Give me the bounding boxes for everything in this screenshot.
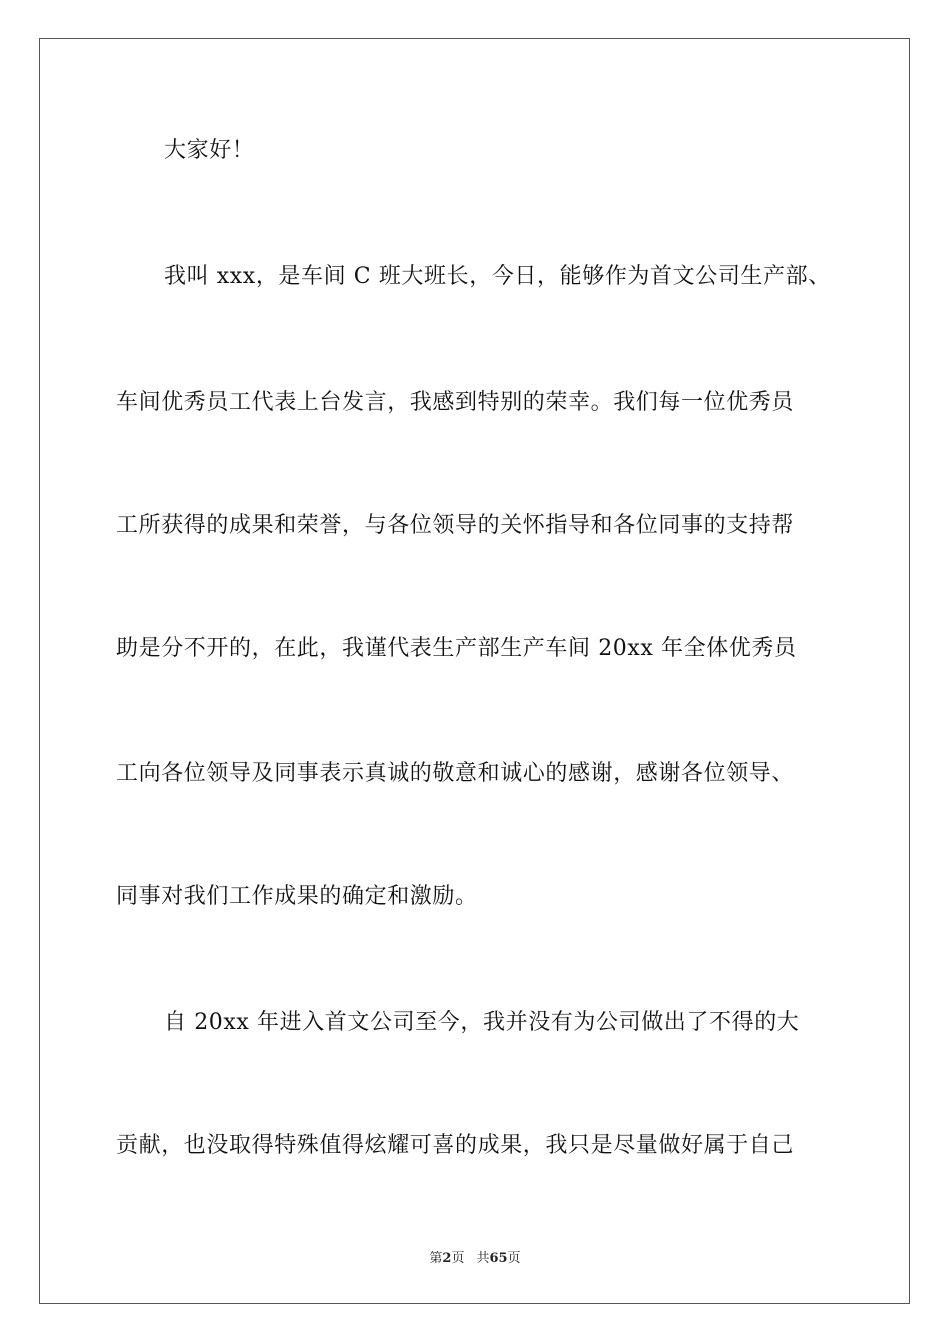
page-footer [0,1247,950,1266]
text-line: 工所获得的成果和荣誉，与各位领导的关怀指导和各位同事的支持帮 [116,513,795,538]
total-pages: 65 [489,1251,508,1266]
text-line: 车间优秀员工代表上台发言，我感到特别的荣幸。我们每一位优秀员 [116,390,795,415]
text-line: 自 20xx 年进入首文公司至今，我并没有为公司做出了不得的大 [164,1010,800,1035]
text-line: 助是分不开的，在此，我谨代表生产部生产车间 20xx 年全体优秀员 [116,636,797,661]
text-line: 我叫 xxx，是车间 C 班大班长，今日，能够作为首文公司生产部、 [164,264,831,289]
page-suffix: 页 [451,1251,465,1266]
total-suffix: 页 [507,1251,521,1266]
text-line-greeting: 大家好！ [164,138,255,163]
text-line: 同事对我们工作成果的确定和激励。 [116,884,478,909]
total-prefix: 共 [476,1251,490,1266]
text-line: 贡献，也没取得特殊值得炫耀可喜的成果，我只是尽量做好属于自己 [116,1133,795,1158]
page-number: 2 [442,1251,452,1266]
text-line: 工向各位领导及同事表示真诚的敬意和诚心的感谢，感谢各位领导、 [116,761,795,786]
page-prefix: 第 [429,1251,443,1266]
